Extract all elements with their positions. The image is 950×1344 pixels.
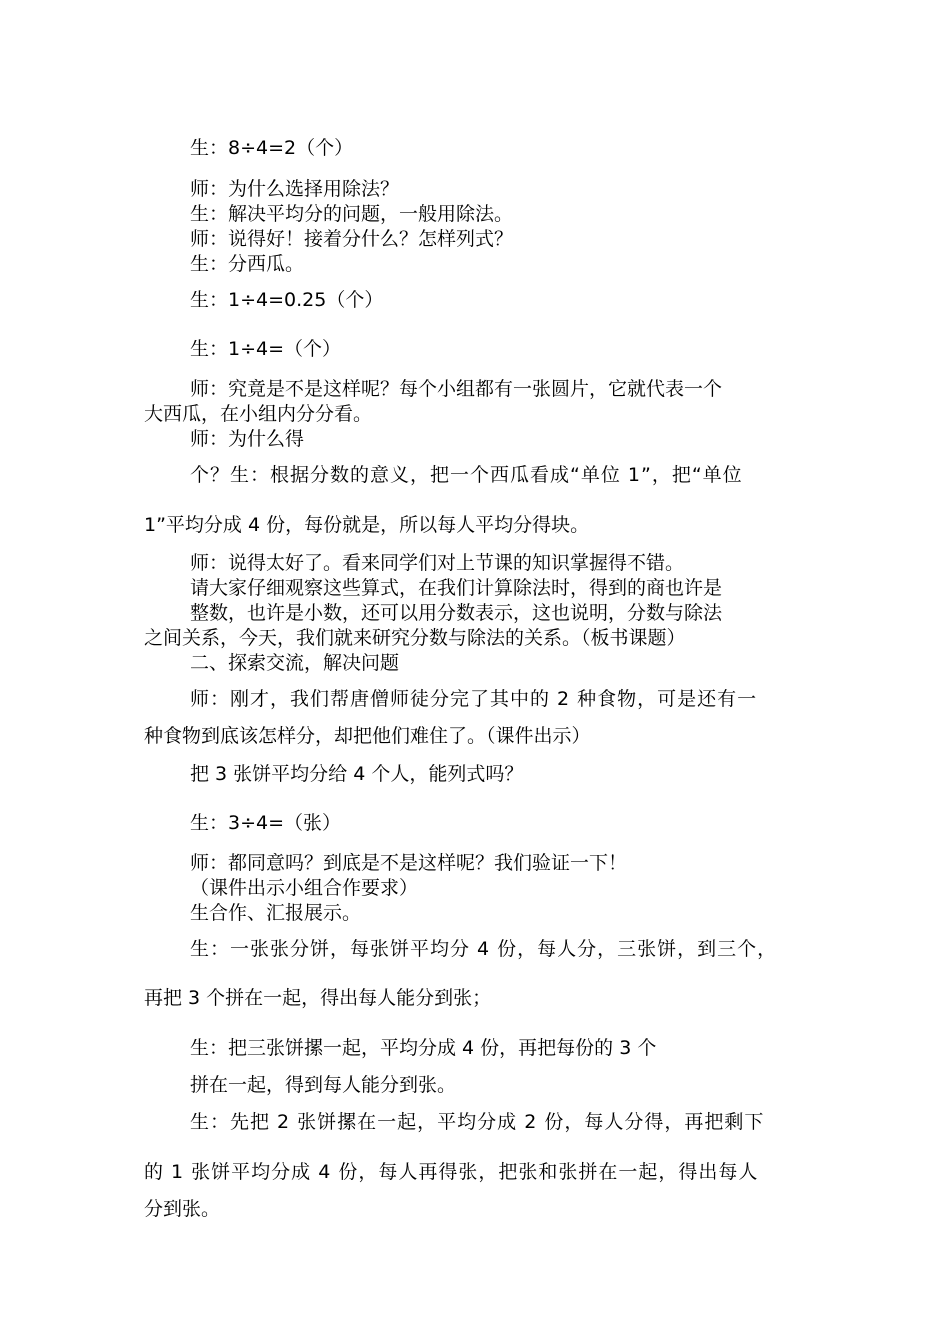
text-line: 生：3÷4=（张） xyxy=(190,812,342,834)
text-line: 生：1÷4=0.25（个） xyxy=(190,289,384,311)
text-line: 之间关系，今天，我们就来研究分数与除法的关系。（板书课题） xyxy=(144,627,686,649)
text-line: 师：为什么选择用除法？ xyxy=(190,178,400,200)
text-line: （课件出示小组合作要求） xyxy=(190,877,419,899)
text-line: 生：1÷4=（个） xyxy=(190,338,342,360)
text-line: 师：刚才，我们帮唐僧师徒分完了其中的 2 种食物，可是还有一 xyxy=(190,688,758,710)
text-line: 生：先把 2 张饼摞在一起，平均分成 2 份，每人分得，再把剩下 xyxy=(190,1111,765,1133)
text-line: 大西瓜，在小组内分分看。 xyxy=(144,403,373,425)
text-line: 再把 3 个拼在一起，得出每人能分到张； xyxy=(144,987,492,1009)
text-line: 的 1 张饼平均分成 4 份，每人再得张，把张和张拼在一起，得出每人 xyxy=(144,1161,759,1183)
text-line: 师：都同意吗？到底是不是这样呢？我们验证一下！ xyxy=(190,852,628,874)
text-line: 生：分西瓜。 xyxy=(190,253,305,275)
text-line: 拼在一起，得到每人能分到张。 xyxy=(190,1074,457,1096)
text-line: 生：一张张分饼，每张饼平均分 4 份，每人分，三张饼，到三个， xyxy=(190,938,778,960)
text-line: 生：解决平均分的问题，一般用除法。 xyxy=(190,203,514,225)
text-line: 生：8÷4=2（个） xyxy=(190,137,354,159)
text-line: 生合作、汇报展示。 xyxy=(190,902,362,924)
text-line: 生：把三张饼摞一起，平均分成 4 份，再把每份的 3 个 xyxy=(190,1037,657,1059)
text-line: 师：为什么得 xyxy=(190,428,305,450)
text-line: 师：究竟是不是这样呢？每个小组都有一张圆片，它就代表一个 xyxy=(190,378,723,400)
text-line: 个？生：根据分数的意义，把一个西瓜看成“单位 1”，把“单位 xyxy=(190,464,743,486)
text-line: 整数，也许是小数，还可以用分数表示，这也说明，分数与除法 xyxy=(190,602,723,624)
text-line: 师：说得太好了。看来同学们对上节课的知识掌握得不错。 xyxy=(190,552,685,574)
text-line: 种食物到底该怎样分，却把他们难住了。（课件出示） xyxy=(144,725,591,747)
text-line: 1”平均分成 4 份，每份就是，所以每人平均分得块。 xyxy=(144,514,590,536)
text-line: 师：说得好！接着分什么？怎样列式？ xyxy=(190,228,514,250)
text-line: 把 3 张饼平均分给 4 个人，能列式吗？ xyxy=(190,763,524,785)
section-heading: 二、探索交流，解决问题 xyxy=(190,652,400,674)
text-line: 请大家仔细观察这些算式，在我们计算除法时，得到的商也许是 xyxy=(190,577,723,599)
text-line: 分到张。 xyxy=(144,1198,221,1220)
